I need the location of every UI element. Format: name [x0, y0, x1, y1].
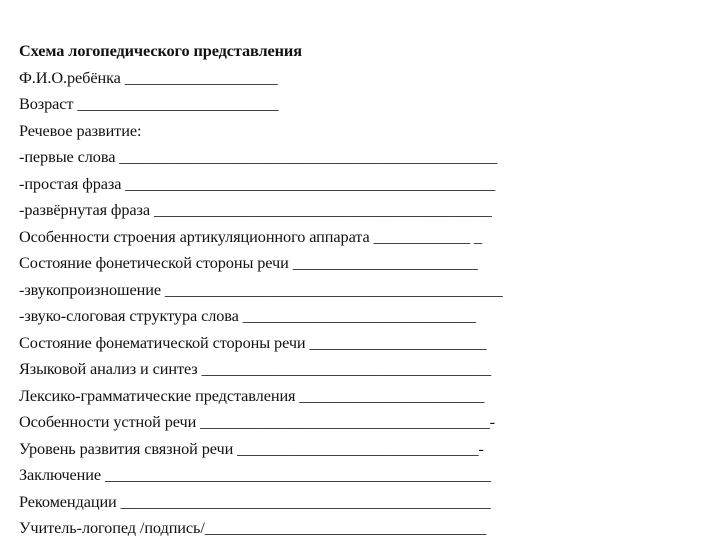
phonemic-side-field: Состояние фонематической стороны речи ______________________	[19, 332, 487, 352]
age-field: Возраст _________________________	[19, 94, 279, 113]
coherent-speech-field: Уровень развития связной речи ______________________________-	[19, 438, 484, 458]
first-words-field: -первые слова _______________________________________________	[19, 147, 498, 166]
extended-phrase-field: -развёрнутая фраза __________________________________________	[19, 200, 492, 219]
child-name-field: Ф.И.О.ребёнка ___________________	[19, 67, 278, 87]
articulation-apparatus-field: Особенности строения артикуляционного аппарата ____________ _	[19, 226, 483, 246]
syllable-structure-field: -звуко-слоговая структура слова _____________________________	[19, 306, 476, 325]
phonetic-side-field: Состояние фонетической стороны речи _______________________	[19, 253, 478, 272]
speech-development-heading: Речевое развитие:	[19, 120, 142, 140]
recommendations-field: Рекомендации ______________________________________________	[19, 491, 491, 511]
speech-therapy-form	[19, 38, 579, 542]
signature-field: Учитель-логопед /подпись/___________________________________	[19, 518, 487, 537]
lexical-grammatical-field: Лексико-грамматические представления _______________________	[19, 385, 485, 405]
conclusion-field: Заключение ________________________________________________	[19, 465, 491, 484]
simple-phrase-field: -простая фраза ______________________________________________	[19, 173, 496, 193]
sound-pronunciation-field: -звукопроизношение __________________________________________	[19, 279, 503, 299]
oral-speech-field: Особенности устной речи ____________________________________-	[19, 412, 495, 431]
language-analysis-field: Языковой анализ и синтез ____________________________________	[19, 359, 492, 378]
form-title: Схема логопедического представления	[19, 41, 302, 60]
